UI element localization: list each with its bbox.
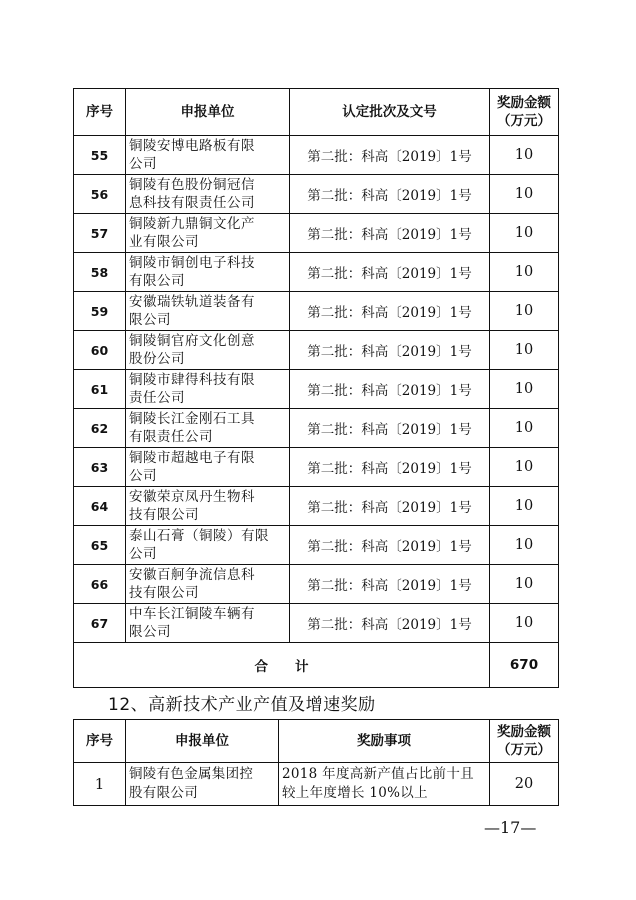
growth-award-table [73,719,559,806]
row-amount: 10 [490,565,559,604]
row-unit-line2: 技有限公司 [129,585,199,601]
table-header-row [74,720,559,763]
header-unit: 申报单位 [126,720,279,763]
row-no: 64 [74,487,126,526]
header-amount-line2: （万元） [497,742,551,758]
row-item [279,763,490,806]
row-no: 55 [74,136,126,175]
row-unit-line1: 铜陵铜官府文化创意 [129,333,255,349]
row-amount: 10 [490,448,559,487]
table-row [74,370,559,409]
row-amount: 10 [490,331,559,370]
row-amount: 10 [490,136,559,175]
table-row [74,331,559,370]
row-unit-line1: 安徽瑞铁轨道装备有 [129,294,255,310]
row-no: 61 [74,370,126,409]
row-unit [126,136,290,175]
row-unit [126,175,290,214]
row-amount: 10 [490,487,559,526]
table-row [74,292,559,331]
row-unit-line1: 铜陵长江金刚石工具 [129,411,255,427]
row-unit-line2: 息科技有限责任公司 [129,195,255,211]
row-batch: 第二批：科高〔2019〕1号 [290,565,490,604]
row-unit-line2: 公司 [129,468,157,484]
row-unit [126,565,290,604]
row-no: 57 [74,214,126,253]
row-unit [126,253,290,292]
total-row [74,643,559,688]
row-unit [126,214,290,253]
row-amount: 10 [490,370,559,409]
row-unit-line1: 安徽荣京凤丹生物科 [129,489,255,505]
table-row [74,136,559,175]
row-unit-line1: 铜陵有色股份铜冠信 [129,177,255,193]
row-amount: 10 [490,292,559,331]
row-unit [126,292,290,331]
row-no: 62 [74,409,126,448]
row-batch: 第二批：科高〔2019〕1号 [290,292,490,331]
row-no: 67 [74,604,126,643]
row-no: 65 [74,526,126,565]
row-amount: 10 [490,175,559,214]
row-batch: 第二批：科高〔2019〕1号 [290,136,490,175]
row-batch: 第二批：科高〔2019〕1号 [290,409,490,448]
row-unit [126,526,290,565]
row-amount: 10 [490,604,559,643]
row-unit [126,763,279,806]
row-unit-line2: 限公司 [129,624,171,640]
row-unit [126,409,290,448]
table-header-row [74,89,559,136]
header-amount [490,89,559,136]
row-unit-line2: 有限责任公司 [129,429,213,445]
row-unit-line1: 泰山石膏（铜陵）有限 [129,528,269,544]
row-unit [126,604,290,643]
row-unit-line1: 铜陵市肆得科技有限 [129,372,255,388]
row-unit-line1: 铜陵市超越电子有限 [129,450,255,466]
row-unit-line1: 铜陵新九鼎铜文化产 [129,216,255,232]
table-row [74,175,559,214]
row-unit [126,331,290,370]
table-row [74,409,559,448]
row-unit-line2: 公司 [129,546,157,562]
row-unit-line1: 安徽百舸争流信息科 [129,567,255,583]
section-heading: 12、高新技术产业产值及增速奖励 [108,695,376,715]
row-unit-line1: 铜陵市铜创电子科技 [129,255,255,271]
row-no: 60 [74,331,126,370]
total-amount: 670 [490,643,559,688]
row-no: 58 [74,253,126,292]
header-amount-line2: （万元） [497,113,551,129]
row-no: 66 [74,565,126,604]
row-no: 59 [74,292,126,331]
row-unit-line2: 公司 [129,156,157,172]
row-no: 1 [74,763,126,806]
header-no: 序号 [74,89,126,136]
table-row [74,565,559,604]
row-amount: 10 [490,253,559,292]
row-no: 56 [74,175,126,214]
row-unit [126,370,290,409]
table-row [74,448,559,487]
page-number: —17— [484,818,537,837]
table-row [74,604,559,643]
row-batch: 第二批：科高〔2019〕1号 [290,175,490,214]
row-batch: 第二批：科高〔2019〕1号 [290,370,490,409]
row-amount: 20 [490,763,559,806]
row-batch: 第二批：科高〔2019〕1号 [290,448,490,487]
row-unit-line1: 铜陵有色金属集团控 [129,766,254,782]
header-unit: 申报单位 [126,89,290,136]
total-label: 合 计 [74,643,490,688]
row-unit-line2: 有限公司 [129,273,185,289]
row-item-line1: 2018 年度高新产值占比前十且 [282,766,474,782]
row-amount: 10 [490,214,559,253]
header-no: 序号 [74,720,126,763]
row-amount: 10 [490,526,559,565]
row-batch: 第二批：科高〔2019〕1号 [290,487,490,526]
table-row [74,253,559,292]
row-unit-line2: 业有限公司 [129,234,199,250]
award-table [73,88,559,688]
row-unit-line1: 中车长江铜陵车辆有 [129,606,255,622]
row-batch: 第二批：科高〔2019〕1号 [290,604,490,643]
header-amount-line1: 奖励金额 [497,724,551,740]
row-batch: 第二批：科高〔2019〕1号 [290,526,490,565]
table-row [74,214,559,253]
row-no: 63 [74,448,126,487]
row-unit-line1: 铜陵安博电路板有限 [129,138,255,154]
row-unit [126,448,290,487]
table-row [74,763,559,806]
row-unit [126,487,290,526]
row-unit-line2: 限公司 [129,312,171,328]
header-amount [490,720,559,763]
row-unit-line2: 技有限公司 [129,507,199,523]
row-batch: 第二批：科高〔2019〕1号 [290,214,490,253]
row-amount: 10 [490,409,559,448]
row-batch: 第二批：科高〔2019〕1号 [290,331,490,370]
row-item-line2: 较上年度增长 10%以上 [282,785,428,801]
row-unit-line2: 责任公司 [129,390,185,406]
row-unit-line2: 股有限公司 [129,785,198,801]
header-amount-line1: 奖励金额 [497,95,551,111]
header-batch: 认定批次及文号 [290,89,490,136]
row-batch: 第二批：科高〔2019〕1号 [290,253,490,292]
table-row [74,526,559,565]
row-unit-line2: 股份公司 [129,351,185,367]
table-row [74,487,559,526]
header-item: 奖励事项 [279,720,490,763]
